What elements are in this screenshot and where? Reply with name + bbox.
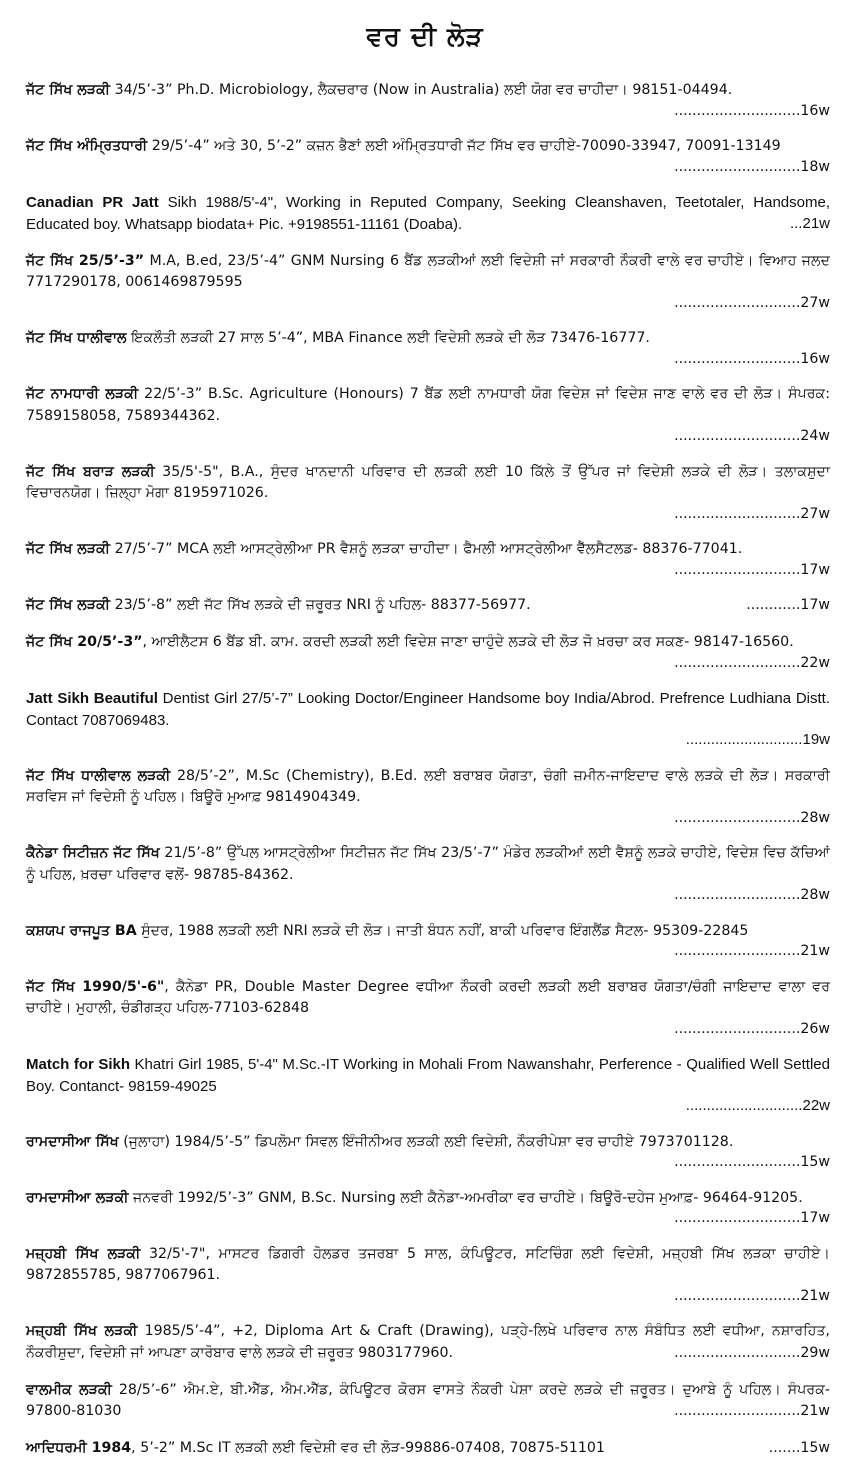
ad-code: ............................28w <box>674 809 830 826</box>
ad-text: ਇਕਲੌਤੀ ਲੜਕੀ 27 ਸਾਲ 5’-4”, MBA Finance ਲਈ ਵਿਦੇਸ਼ੀ ਲੜਕੇ ਦੀ ਲੋੜ 73476-16777. <box>126 330 650 346</box>
ad-code: ............................27w <box>674 294 830 311</box>
classified-ad <box>26 843 830 905</box>
classified-ad <box>26 1380 830 1423</box>
classified-ad <box>26 977 830 1039</box>
ad-code: ............................15w <box>674 1154 830 1170</box>
ad-heading: ਕੈਨੇਡਾ ਸਿਟੀਜ਼ਨ ਜੱਟ ਸਿੱਖ <box>26 845 160 861</box>
ad-text: M.A, B.ed, 23/5’-4” GNM Nursing 6 ਬੈਂਡ ਲੜਕੀਆਂ ਲਈ ਵਿਦੇਸ਼ੀ ਜਾਂ ਸਰਕਾਰੀ ਨੌਕਰੀ ਵਾਲੇ ਵਰ ਚਾਹੀਏ। ਵਿਆਹ ਜਲਦ 7717290178, 0061469879595 <box>26 252 830 290</box>
ad-text: , ਆਈਲੈਟਸ 6 ਬੈਂਡ ਬੀ. ਕਾਮ. ਕਰਦੀ ਲੜਕੀ ਲਈ ਵਿਦੇਸ਼ ਜਾਣਾ ਚਾਹੁੰਦੇ ਲੜਕੇ ਦੀ ਲੋੜ ਜੋ ਖ਼ਰਚਾ ਕਰ ਸਕਣ- 98147-16560. <box>142 634 794 650</box>
ad-text: 27/5’-7” MCA ਲਈ ਆਸਟ੍ਰੇਲੀਆ PR ਵੈਸ਼ਨੂੰ ਲੜਕਾ ਚਾਹੀਦਾ। ਫੈਮਲੀ ਆਸਟ੍ਰੇਲੀਆ ਵੈੱਲਸੈਟਲਡ- 88376-77041. <box>110 541 743 557</box>
ad-text: Dentist Girl 27/5’-7” Looking Doctor/Engineer Handsome boy India/Abrod. Prefrence Ludhiana Distt. Contact 7087069483. <box>26 690 830 729</box>
classified-ad <box>26 136 830 177</box>
classified-ad <box>26 1132 830 1173</box>
classified-ad <box>26 328 830 369</box>
ad-text: ਜਨਵਰੀ 1992/5’-3” GNM, B.Sc. Nursing ਲਈ ਕੈਨੇਡਾ-ਅਮਰੀਕਾ ਵਰ ਚਾਹੀਏ। ਬਿਊਰੋ-ਦਹੇਜ ਮੁਆਫ਼- 96464-91205. <box>128 1189 803 1206</box>
ad-code: ............................21w <box>674 1403 830 1419</box>
ad-text: 34/5’-3” Ph.D. Microbiology, ਲੈਕਚਰਾਰ (Now in Australia) ਲਈ ਯੋਗ ਵਰ ਚਾਹੀਦਾ। 98151-04494. <box>110 82 733 98</box>
ad-text: 28/5’-2”, M.Sc (Chemistry), B.Ed. ਲਈ ਬਰਾਬਰ ਯੋਗਤਾ, ਚੰਗੀ ਜ਼ਮੀਨ-ਜਾਇਦਾਦ ਵਾਲੇ ਲੜਕੇ ਦੀ ਲੋੜ। ਸਰਕਾਰੀ ਸਰਵਿਸ ਜਾਂ ਵਿਦੇਸ਼ੀ ਨੂੰ ਪਹਿਲ। ਬਿਊਰੋ ਮੁਆਫ਼ 9814904349. <box>26 767 830 805</box>
ad-heading: ਜੱਟ ਸਿੱਖ 1990/5'-6" <box>26 978 165 995</box>
ad-text: 29/5’-4” ਅਤੇ 30, 5’-2” ਕਜ਼ਨ ਭੈਣਾਂ ਲਈ ਅੰਮ੍ਰਿਤਧਾਰੀ ਜੱਟ ਸਿੱਖ ਵਰ ਚਾਹੀਏ-70090-33947, 70091-13149 <box>147 138 781 154</box>
classified-list <box>26 80 830 1475</box>
classified-ad <box>26 251 830 313</box>
ad-code: ............................17w <box>674 561 830 578</box>
ad-code: ............................19w <box>685 731 830 748</box>
ad-code: ............................21w <box>674 1287 830 1304</box>
ad-text: ਸੁੰਦਰ, 1988 ਲੜਕੀ ਲਈ NRI ਲੜਕੇ ਦੀ ਲੋੜ। ਜਾਤੀ ਬੰਧਨ ਨਹੀਂ, ਬਾਕੀ ਪਰਿਵਾਰ ਇੰਗਲੈਂਡ ਸੈਟਲ- 95309-22845 <box>136 922 749 939</box>
ad-heading: ਜੱਟ ਸਿੱਖ ਲੜਕੀ <box>26 541 111 557</box>
ad-text: Khatri Girl 1985, 5'-4" M.Sc.-IT Working in Mohali From Nawanshahr, Perference - Qualified Well Settled Boy. Contanct- 98159-49025 <box>26 1056 830 1095</box>
classified-ad <box>26 595 830 617</box>
ad-heading: ਜੱਟ ਸਿੱਖ ਅੰਮ੍ਰਿਤਧਾਰੀ <box>26 138 148 154</box>
ad-heading: ਜੱਟ ਸਿੱਖ 20/5’-3” <box>26 634 143 650</box>
classified-ad <box>26 539 830 580</box>
ad-heading: ਰਾਮਦਾਸੀਆ ਲੜਕੀ <box>26 1189 129 1206</box>
classified-ad <box>26 921 830 962</box>
ad-text: Sikh 1988/5'-4", Working in Reputed Company, Seeking Cleanshaven, Teetotaler, Handsome, Educated boy. Whatsapp biodata+ Pic. +9198551-11161 (Doaba). <box>26 194 830 233</box>
ad-code: .......15w <box>768 1440 830 1456</box>
ad-heading: ਆਦਿਧਰਮੀ 1984 <box>26 1440 132 1456</box>
ad-heading: ਜੱਟ ਸਿੱਖ ਲੜਕੀ <box>26 597 111 613</box>
ad-code: ............................22w <box>685 1097 830 1114</box>
ad-code: ............................26w <box>674 1020 830 1037</box>
classified-ad <box>26 1244 830 1306</box>
classified-ad <box>26 1054 830 1116</box>
ad-heading: ਜੱਟ ਨਾਮਧਾਰੀ ਲੜਕੀ <box>26 386 139 402</box>
ad-code: ............................28w <box>674 887 830 903</box>
ad-heading: ਵਾਲਮੀਕ ਲੜਕੀ <box>26 1381 112 1398</box>
ad-heading: Match for Sikh <box>26 1056 130 1073</box>
ad-code: ............................18w <box>674 158 830 175</box>
ad-text: 32/5'-7", ਮਾਸਟਰ ਡਿਗਰੀ ਹੋਲਡਰ ਤਜਰਬਾ 5 ਸਾਲ, ਕੰਪਿਊਟਰ, ਸਟਿਚਿੰਗ ਲਈ ਵਿਦੇਸ਼ੀ, ਮਜ਼੍ਹਬੀ ਸਿੱਖ ਲੜਕਾ ਚਾਹੀਏ। 9872855785, 9877067961. <box>26 1245 830 1283</box>
classified-ad <box>26 688 830 750</box>
ad-heading: ਮਜ਼੍ਹਬੀ ਸਿੱਖ ਲੜਕੀ <box>26 1245 141 1262</box>
ad-heading: ਜੱਟ ਸਿੱਖ ਬਰਾੜ ਲੜਕੀ <box>26 463 155 480</box>
ad-text: 1985/5’-4”, +2, Diploma Art & Craft (Drawing), ਪੜ੍ਹੇ-ਲਿਖੇ ਪਰਿਵਾਰ ਨਾਲ ਸੰਬੰਧਿਤ ਲਈ ਵਧੀਆ, ਨਸ਼ਾਰਹਿਤ, ਨੌਕਰੀਸ਼ੁਦਾ, ਵਿਦੇਸ਼ੀ ਜਾਂ ਆਪਣਾ ਕਾਰੋਬਾਰ ਵਾਲੇ ਲੜਕੇ ਦੀ ਜ਼ਰੂਰਤ 9803177960. <box>26 1323 830 1361</box>
ad-heading: ਜੱਟ ਸਿੱਖ ਧਾਲੀਵਾਲ <box>26 330 127 346</box>
ad-code: ............17w <box>746 597 830 613</box>
classified-ad <box>26 80 830 121</box>
ad-code: ............................16w <box>674 102 830 119</box>
ad-heading: ਕਸ਼ਯਪ ਰਾਜਪੂਤ BA <box>26 922 137 939</box>
ad-heading: Jatt Sikh Beautiful <box>26 690 158 707</box>
ad-text: 35/5'-5", B.A., ਸੁੰਦਰ ਖਾਨਦਾਨੀ ਪਰਿਵਾਰ ਦੀ ਲੜਕੀ ਲਈ 10 ਕਿੱਲੇ ਤੋਂ ਉੱਪਰ ਜਾਂ ਵਿਦੇਸ਼ੀ ਲੜਕੇ ਦੀ ਲੋੜ। ਤਲਾਕਸ਼ੁਦਾ ਵਿਚਾਰਨਯੋਗ। ਜ਼ਿਲ੍ਹਾ ਮੋਗਾ 8195971026. <box>26 463 830 501</box>
ad-heading: ਜੱਟ ਸਿੱਖ 25/5’-3” <box>26 252 145 269</box>
ad-heading: ਜੱਟ ਸਿੱਖ ਲੜਕੀ <box>26 82 111 98</box>
classified-ad <box>26 766 830 828</box>
ad-heading: ਮਜ਼੍ਹਬੀ ਸਿੱਖ ਲੜਕੀ <box>26 1323 138 1339</box>
classified-ad <box>26 1321 830 1364</box>
ad-code: ............................27w <box>674 505 830 522</box>
classified-ad <box>26 192 830 235</box>
classified-ad <box>26 384 830 446</box>
ad-text: 28/5’-6” ਐਮ.ਏ, ਬੀ.ਐੱਡ, ਐਮ.ਐੱਡ, ਕੰਪਿਊਟਰ ਕੋਰਸ ਵਾਸਤੇ ਨੌਕਰੀ ਪੇਸ਼ਾ ਕਰਦੇ ਲੜਕੇ ਦੀ ਜ਼ਰੂਰਤ। ਦੁਆਬੇ ਨੂੰ ਪਹਿਲ। ਸੰਪਰਕ- 97800-81030 <box>26 1381 830 1419</box>
classified-ad <box>26 1438 830 1460</box>
ad-text: (ਜੁਲਾਹਾ) 1984/5’-5” ਡਿਪਲੋਮਾ ਸਿਵਲ ਇੰਜੀਨੀਅਰ ਲੜਕੀ ਲਈ ਵਿਦੇਸ਼ੀ, ਨੌਕਰੀਪੇਸ਼ਾ ਵਰ ਚਾਹੀਏ 7973701128. <box>118 1133 734 1150</box>
ad-heading: ਜੱਟ ਸਿੱਖ ਧਾਲੀਵਾਲ ਲੜਕੀ <box>26 767 171 784</box>
ad-text: , ਕੈਨੇਡਾ PR, Double Master Degree ਵਧੀਆ ਨੌਕਰੀ ਕਰਦੀ ਲੜਕੀ ਲਈ ਬਰਾਬਰ ਯੋਗਤਾ/ਚੰਗੀ ਜਾਇਦਾਦ ਵਾਲਾ ਵਰ ਚਾਹੀਏ। ਮੁਹਾਲੀ, ਚੰਡੀਗੜ੍ਹ ਪਹਿਲ-77103-62848 <box>26 978 830 1016</box>
ad-code: ............................16w <box>674 350 830 367</box>
ad-text: 21/5’-8” ਉੱਪਲ ਆਸਟ੍ਰੇਲੀਆ ਸਿਟੀਜ਼ਨ ਜੱਟ ਸਿੱਖ 23/5’-7” ਮੰਡੇਰ ਲੜਕੀਆਂ ਲਈ ਵੈਸ਼ਨੂੰ ਲੜਕੇ ਚਾਹੀਏ, ਵਿਦੇਸ਼ ਵਿਚ ਕੱਚਿਆਂ ਨੂੰ ਪਹਿਲ, ਖ਼ਰਚਾ ਪਰਿਵਾਰ ਵਲੋਂ- 98785-84362. <box>26 845 830 883</box>
ad-code: ............................22w <box>674 654 830 671</box>
classified-ad <box>26 1188 830 1229</box>
ad-text: , 5’-2” M.Sc IT ਲੜਕੀ ਲਈ ਵਿਦੇਸ਼ੀ ਵਰ ਦੀ ਲੋੜ-99886-07408, 70875-51101 <box>131 1440 605 1456</box>
ad-heading: ਰਾਮਦਾਸੀਆ ਸਿੱਖ <box>26 1133 119 1150</box>
ad-code: ............................24w <box>674 428 830 444</box>
ad-code: ............................29w <box>674 1344 830 1361</box>
ad-code: ............................21w <box>674 943 830 959</box>
ad-heading: Canadian PR Jatt <box>26 194 159 211</box>
classified-ad <box>26 462 830 524</box>
ad-code: ............................17w <box>674 1210 830 1226</box>
ad-text: 23/5’-8” ਲਈ ਜੱਟ ਸਿੱਖ ਲੜਕੇ ਦੀ ਜ਼ਰੂਰਤ NRI ਨੂੰ ਪਹਿਲ- 88377-56977. <box>110 597 531 613</box>
page-title: ਵਰ ਦੀ ਲੋੜ <box>366 22 484 52</box>
classified-ad <box>26 632 830 673</box>
ad-code: ...21w <box>789 214 830 232</box>
ad-text: 22/5’-3” B.Sc. Agriculture (Honours) 7 ਬੈਂਡ ਲਈ ਨਾਮਧਾਰੀ ਯੋਗ ਵਿਦੇਸ਼ ਜਾਂ ਵਿਦੇਸ਼ ਜਾਣ ਵਾਲੇ ਵਰ ਦੀ ਲੋੜ। ਸੰਪਰਕ: 7589158058, 7589344362. <box>26 386 830 424</box>
